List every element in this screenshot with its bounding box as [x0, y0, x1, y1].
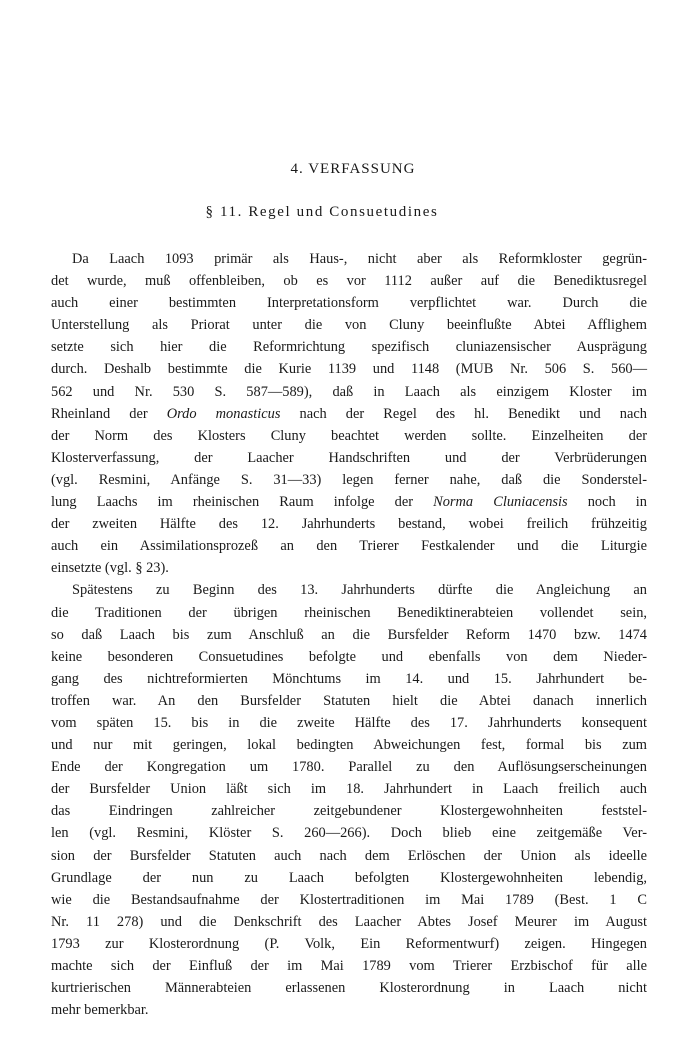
text-line: Da Laach 1093 primär als Haus-, nicht aber als Reformkloster gegrün- [72, 251, 647, 267]
body-text [51, 248, 647, 1021]
text-line: Nr. 11 278) und die Denkschrift des Laacher Abtes Josef Meurer im August [51, 913, 647, 930]
text-segment: lung Laachs im rheinischen Raum infolge der [51, 494, 434, 511]
text-line: Ende der Kongregation um 1780. Parallel zu den Auflösungserscheinungen [51, 759, 647, 776]
text-line [51, 403, 647, 425]
text-line: len (vgl. Resmini, Klöster S. 260—266). Doch blieb eine zeitgemäße Ver- [51, 825, 647, 842]
italic-term-norma-cluniacensis: Norma Cluniacensis [433, 494, 568, 511]
text-line: der zweiten Hälfte des 12. Jahrhunderts bestand, wobei freilich frühzeitig [51, 516, 647, 533]
text-line: auch ein Assimilationsprozeß an den Trierer Festkalender und die Liturgie [51, 538, 647, 555]
text-line: der Bursfelder Union läßt sich im 18. Jahrhundert in Laach freilich auch [51, 781, 647, 798]
text-line: einsetzte (vgl. § 23). [51, 560, 169, 577]
paragraph-1 [51, 248, 647, 579]
text-segment: noch in [567, 494, 647, 511]
text-line: mehr bemerkbar. [51, 1002, 149, 1019]
text-line: das Eindringen zahlreicher zeitgebundener Klostergewohnheiten feststel- [51, 803, 647, 820]
section-title: § 11. Regel und Consuetudines [205, 204, 439, 220]
text-line: durch. Deshalb bestimmte die Kurie 1139 und 1148 (MUB Nr. 506 S. 560— [51, 361, 647, 378]
text-segment: nach der Regel des hl. Benedikt und nach [280, 405, 647, 422]
text-line: vom späten 15. bis in die zweite Hälfte des 17. Jahrhunderts konsequent [51, 714, 647, 731]
text-line: troffen war. An den Bursfelder Statuten hielt die Abtei danach innerlich [51, 692, 647, 709]
text-line: 1793 zur Klosterordnung (P. Volk, Ein Reformentwurf) zeigen. Hingegen [51, 935, 647, 952]
text-line: gang des nichtreformierten Mönchtums im 14. und 15. Jahrhundert be- [51, 670, 647, 687]
text-line: Unterstellung als Priorat unter die von Cluny beeinflußte Abtei Afflighem [51, 317, 647, 334]
text-line: Spätestens zu Beginn des 13. Jahrhunderts dürfte die Angleichung an [72, 582, 647, 599]
chapter-title: 4. VERFASSUNG [290, 161, 416, 177]
text-line: det wurde, muß offenbleiben, ob es vor 1112 außer auf die Benediktusregel [51, 273, 647, 290]
text-line: sion der Bursfelder Statuten auch nach dem Erlöschen der Union als ideelle [51, 847, 647, 864]
text-line: so daß Laach bis zum Anschluß an die Bursfelder Reform 1470 bzw. 1474 [51, 626, 647, 643]
text-line: die Traditionen der übrigen rheinischen Benediktinerabteien vollendet sein, [51, 604, 647, 621]
text-line: setzte sich hier die Reformrichtung spezifisch cluniazensischer Ausprägung [51, 339, 647, 356]
document-page [51, 161, 647, 1021]
text-line: machte sich der Einfluß der im Mai 1789 vom Trierer Erzbischof für alle [51, 958, 647, 974]
text-line: kurtrierischen Männerabteien erlassenen Klosterordnung in Laach nicht [51, 980, 647, 997]
text-line: der Norm des Klosters Cluny beachtet werden sollte. Einzelheiten der [51, 427, 647, 444]
text-line: (vgl. Resmini, Anfänge S. 31—33) legen ferner nahe, daß die Sonderstel- [51, 471, 647, 488]
text-segment: Rheinland der [51, 405, 167, 422]
text-line [51, 491, 647, 513]
text-line: 562 und Nr. 530 S. 587—589), daß in Laach als einzigem Kloster im [51, 383, 647, 400]
text-line: auch einer bestimmten Interpretationsform verpflichtet war. Durch die [51, 295, 647, 312]
text-line: wie die Bestandsaufnahme der Klostertraditionen im Mai 1789 (Best. 1 C [51, 891, 647, 908]
text-line: und nur mit geringen, lokal bedingten Abweichungen fest, formal bis zum [51, 737, 647, 754]
text-line: Grundlage der nun zu Laach befolgten Klostergewohnheiten lebendig, [51, 869, 647, 886]
paragraph-2 [51, 579, 647, 1021]
text-line: keine besonderen Consuetudines befolgte und ebenfalls von dem Nieder- [51, 648, 647, 665]
italic-term-ordo-monasticus: Ordo monasticus [166, 405, 281, 422]
text-line: Klosterverfassung, der Laacher Handschriften und der Verbrüderungen [51, 449, 647, 466]
